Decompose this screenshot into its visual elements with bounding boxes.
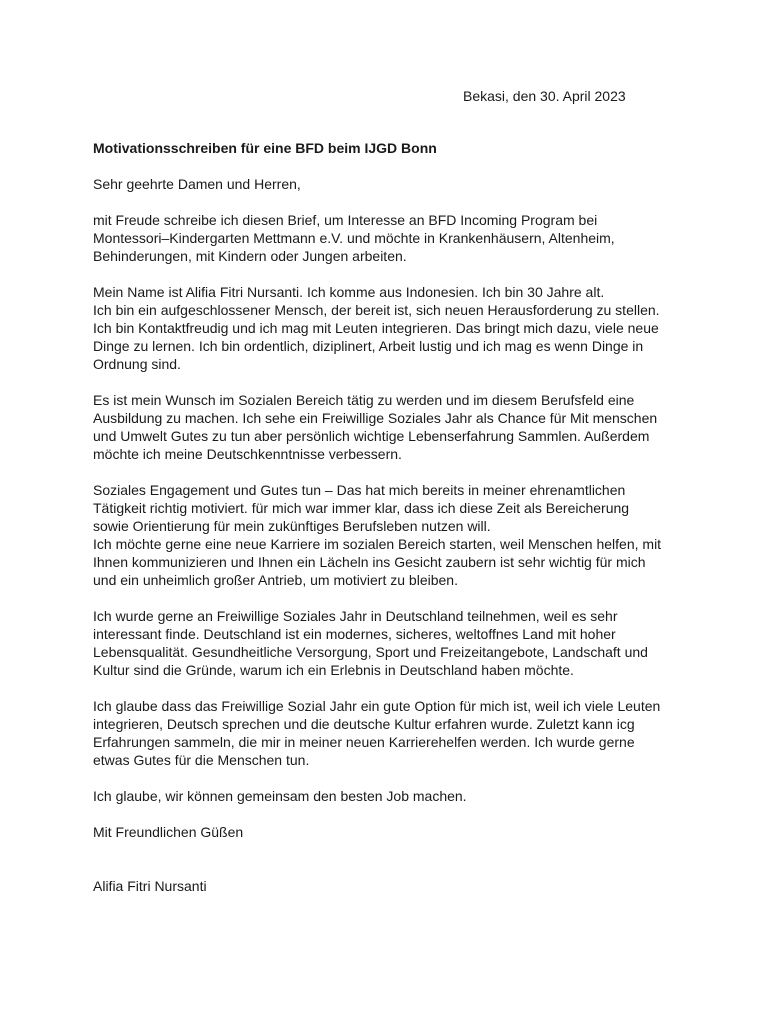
paragraph-line: Behinderungen, mit Kindern oder Jungen arbeiten. — [93, 248, 407, 264]
paragraph-line: Lebensqualität. Gesundheitliche Versorgung, Sport und Freizeitangebote, Landschaft und — [93, 644, 648, 660]
paragraph-line: Dinge zu lernen. Ich bin ordentlich, diziplinert, Arbeit lustig und ich mag es wenn Dinge in — [93, 338, 644, 354]
paragraph-line: Ich möchte gerne eine neue Karriere im sozialen Bereich starten, weil Menschen helfen, mit — [93, 536, 662, 552]
signature-space — [93, 859, 683, 877]
paragraph-line: Ich bin Kontaktfreudig und ich mag mit Leuten integrieren. Das bringt mich dazu, viele neue — [93, 320, 659, 336]
paragraph-about-me — [93, 283, 683, 373]
paragraph-line: Ausbildung zu machen. Ich sehe ein Freiwillige Soziales Jahr als Chance für Mit menschen — [93, 410, 658, 426]
letter-subject: Motivationsschreiben für eine BFD beim IJGD Bonn — [93, 140, 437, 156]
paragraph-line: Ich wurde gerne an Freiwillige Soziales Jahr in Deutschland teilnehmen, weil es sehr — [93, 608, 618, 624]
paragraph-line: Es ist mein Wunsch im Sozialen Bereich tätig zu werden und im diesem Berufsfeld eine — [93, 392, 635, 408]
paragraph-line: Montessori–Kindergarten Mettmann e.V. und möchte in Krankenhäusern, Altenheim, — [93, 230, 615, 246]
salutation: Sehr geehrte Damen und Herren, — [93, 176, 301, 192]
paragraph-line: Soziales Engagement und Gutes tun – Das hat mich bereits in meiner ehrenamtlichen — [93, 482, 626, 498]
paragraph-line: Ihnen kommunizieren und Ihnen ein Lächeln ins Gesicht zaubern ist sehr wichtig für mich — [93, 554, 646, 570]
paragraph-engagement — [93, 481, 683, 589]
paragraph-line: Ordnung sind. — [93, 356, 181, 372]
paragraph-line: sowie Orientierung für mein zukünftiges Berufsleben nutzen will. — [93, 518, 491, 534]
paragraph-line: Tätigkeit richtig motiviert. für mich war immer klar, dass ich diese Zeit als Bereicherung — [93, 500, 630, 516]
paragraph-line: möchte ich meine Deutschkenntnisse verbessern. — [93, 446, 402, 462]
paragraph-line: integrieren, Deutsch sprechen und die deutsche Kultur erfahren wurde. Zuletzt kann icg — [93, 716, 635, 732]
paragraph-option — [93, 697, 683, 769]
paragraph-wish — [93, 391, 683, 463]
closing: Mit Freundlichen Güßen — [93, 824, 244, 840]
paragraph-line: etwas Gutes für die Menschen tun. — [93, 752, 310, 768]
paragraph-line: und Umwelt Gutes zu tun aber persönlich wichtige Lebenserfahrung Sammlen. Außerdem — [93, 428, 650, 444]
paragraph-line: Ich glaube, wir können gemeinsam den besten Job machen. — [93, 788, 467, 804]
paragraph-line: Ich glaube dass das Freiwillige Sozial Jahr ein gute Option für mich ist, weil ich viele Leuten — [93, 698, 661, 714]
paragraph-line: und ein unheimlich großer Antrieb, um motiviert zu bleiben. — [93, 572, 458, 588]
paragraph-line: mit Freude schreibe ich diesen Brief, um Interesse an BFD Incoming Program bei — [93, 212, 598, 228]
paragraph-germany — [93, 607, 683, 679]
paragraph-line: interessant finde. Deutschland ist ein modernes, sicheres, weltoffnes Land mit hoher — [93, 626, 616, 642]
paragraph-introduction — [93, 211, 683, 265]
paragraph-line: Kultur sind die Gründe, warum ich ein Erlebnis in Deutschland haben möchte. — [93, 662, 574, 678]
paragraph-line: Mein Name ist Alifia Fitri Nursanti. Ich komme aus Indonesien. Ich bin 30 Jahre alt. — [93, 284, 605, 300]
paragraph-line: Ich bin ein aufgeschlossener Mensch, der bereit ist, sich neuen Herausforderung zu stellen. — [93, 302, 660, 318]
place-date: Bekasi, den 30. April 2023 — [463, 88, 626, 104]
letter-body — [93, 139, 683, 895]
signature-name: Alifia Fitri Nursanti — [93, 878, 207, 894]
paragraph-line: Erfahrungen sammeln, die mir in meiner neuen Karrierehelfen werden. Ich wurde gerne — [93, 734, 635, 750]
paragraph-conclusion — [93, 787, 683, 805]
